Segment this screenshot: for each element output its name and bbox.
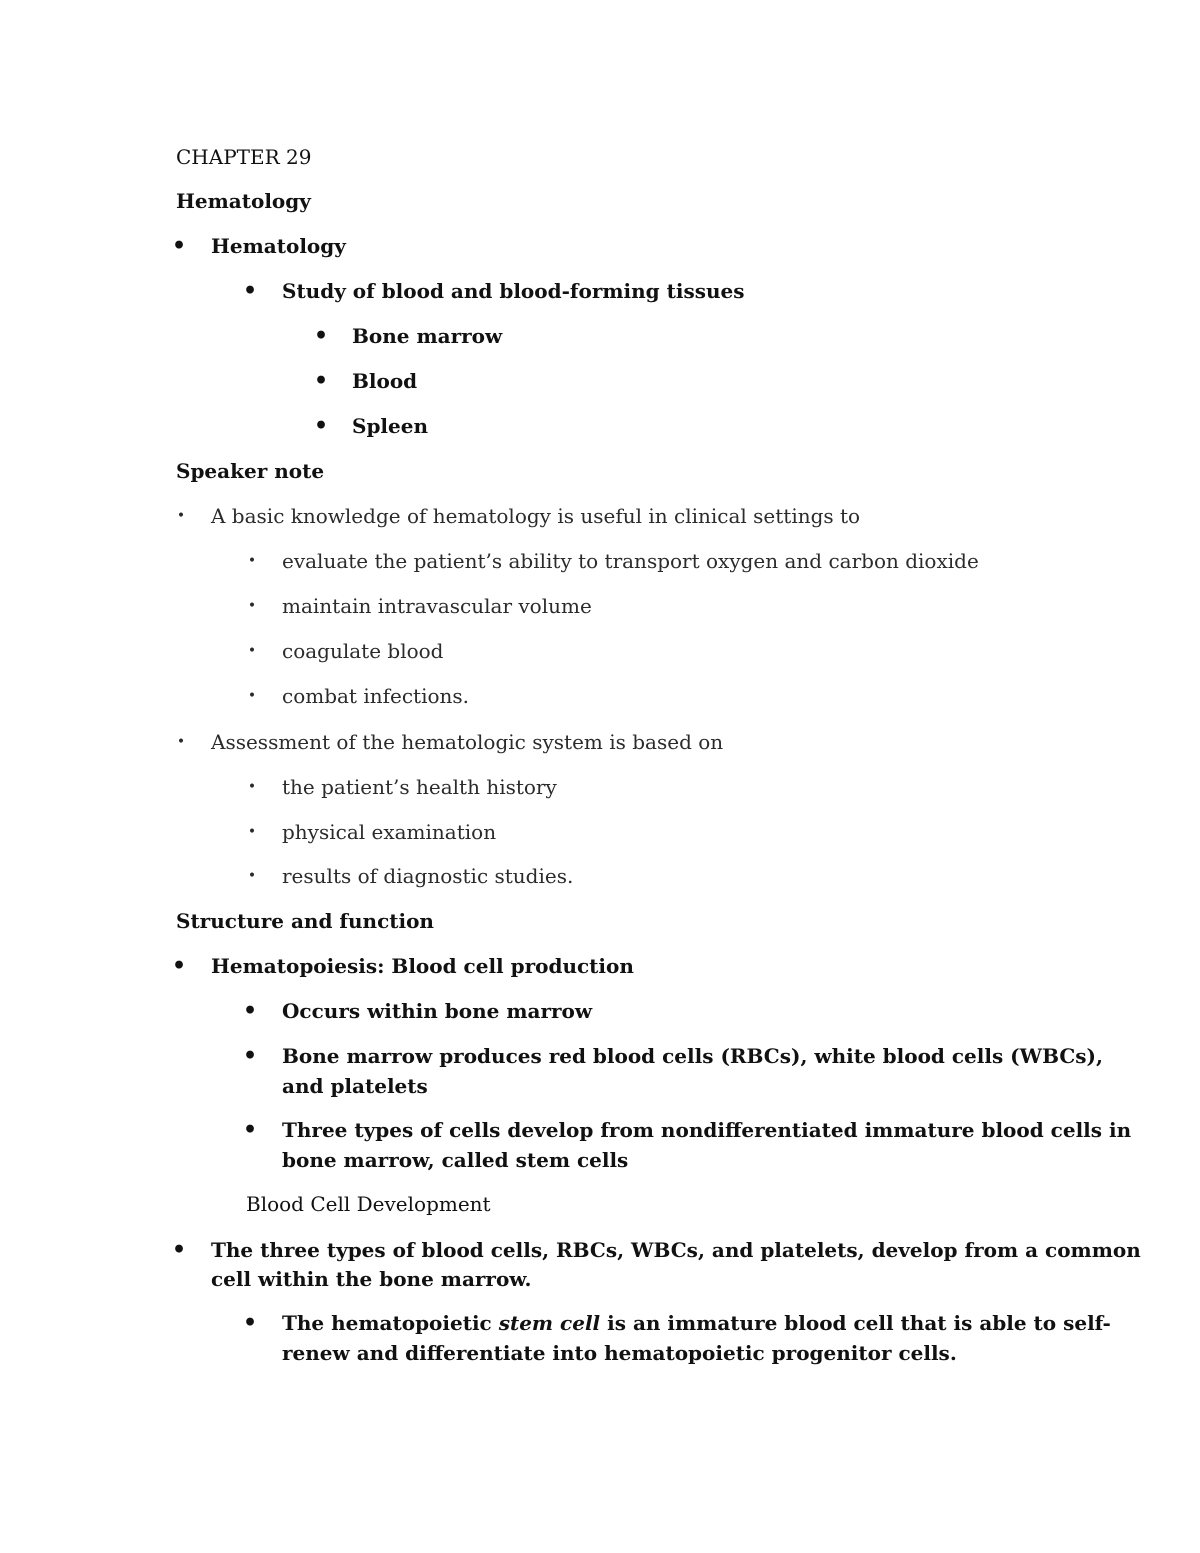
development-heading-text: Blood Cell Development bbox=[246, 1192, 491, 1216]
list-item-text: The three types of blood cells, RBCs, WBCs, and platelets, develop from a common bbox=[211, 1238, 1141, 1262]
bullet-icon: • bbox=[247, 553, 257, 569]
bullet-icon: • bbox=[243, 998, 258, 1024]
emphasis-stem-cell: stem cell bbox=[498, 1311, 601, 1335]
list-item-text bbox=[282, 1310, 1111, 1336]
bullet-icon: • bbox=[172, 953, 187, 979]
list-item-text: evaluate the patient’s ability to transport oxygen and carbon dioxide bbox=[282, 549, 979, 573]
list-item-text: Blood bbox=[352, 369, 418, 393]
bullet-icon: • bbox=[314, 413, 329, 439]
bullet-icon: • bbox=[172, 233, 187, 259]
list-item-text: and platelets bbox=[282, 1074, 428, 1098]
list-item-text: results of diagnostic studies. bbox=[282, 864, 574, 888]
list-item-text: Three types of cells develop from nondifferentiated immature blood cells in bbox=[282, 1118, 1132, 1142]
list-item-text: A basic knowledge of hematology is useful in clinical settings to bbox=[211, 504, 861, 528]
text-run: is an immature blood cell that is able to self- bbox=[600, 1311, 1111, 1335]
bullet-icon: • bbox=[172, 1237, 187, 1263]
chapter-title-text: CHAPTER 29 bbox=[176, 145, 312, 169]
list-item-text: combat infections. bbox=[282, 684, 470, 708]
list-item-text: maintain intravascular volume bbox=[282, 594, 592, 618]
bullet-icon: • bbox=[247, 598, 257, 614]
list-item-text: Hematopoiesis: Blood cell production bbox=[211, 954, 634, 978]
list-item-text: coagulate blood bbox=[282, 639, 444, 663]
structure-heading-text: Structure and function bbox=[176, 909, 434, 933]
list-item-text: Bone marrow bbox=[352, 324, 503, 348]
bullet-icon: • bbox=[314, 323, 329, 349]
list-item-text: the patient’s health history bbox=[282, 775, 557, 799]
bullet-icon: • bbox=[243, 1117, 258, 1143]
text-run: The hematopoietic bbox=[282, 1311, 499, 1335]
bullet-icon: • bbox=[243, 1043, 258, 1069]
list-item-text: Study of blood and blood-forming tissues bbox=[282, 279, 745, 303]
list-item-text: physical examination bbox=[282, 820, 497, 844]
list-item-text: Bone marrow produces red blood cells (RBCs), white blood cells (WBCs), bbox=[282, 1044, 1103, 1068]
list-item-text: Occurs within bone marrow bbox=[282, 999, 593, 1023]
list-item-text: renew and differentiate into hematopoietic progenitor cells. bbox=[282, 1341, 957, 1365]
bullet-icon: • bbox=[243, 1310, 258, 1336]
bullet-icon: • bbox=[247, 688, 257, 704]
bullet-icon: • bbox=[247, 868, 257, 884]
bullet-icon: • bbox=[314, 368, 329, 394]
list-item-text: Spleen bbox=[352, 414, 429, 438]
list-item-text: Hematology bbox=[211, 234, 346, 258]
bullet-icon: • bbox=[243, 278, 258, 304]
section-heading-text: Hematology bbox=[176, 189, 311, 213]
list-item-text: cell within the bone marrow. bbox=[211, 1267, 532, 1291]
list-item-text: Assessment of the hematologic system is based on bbox=[211, 730, 724, 754]
bullet-icon: • bbox=[247, 779, 257, 795]
bullet-icon: • bbox=[176, 508, 186, 524]
bullet-icon: • bbox=[247, 643, 257, 659]
list-item-text: bone marrow, called stem cells bbox=[282, 1148, 629, 1172]
speaker-note-heading-text: Speaker note bbox=[176, 459, 325, 483]
bullet-icon: • bbox=[247, 824, 257, 840]
bullet-icon: • bbox=[176, 734, 186, 750]
